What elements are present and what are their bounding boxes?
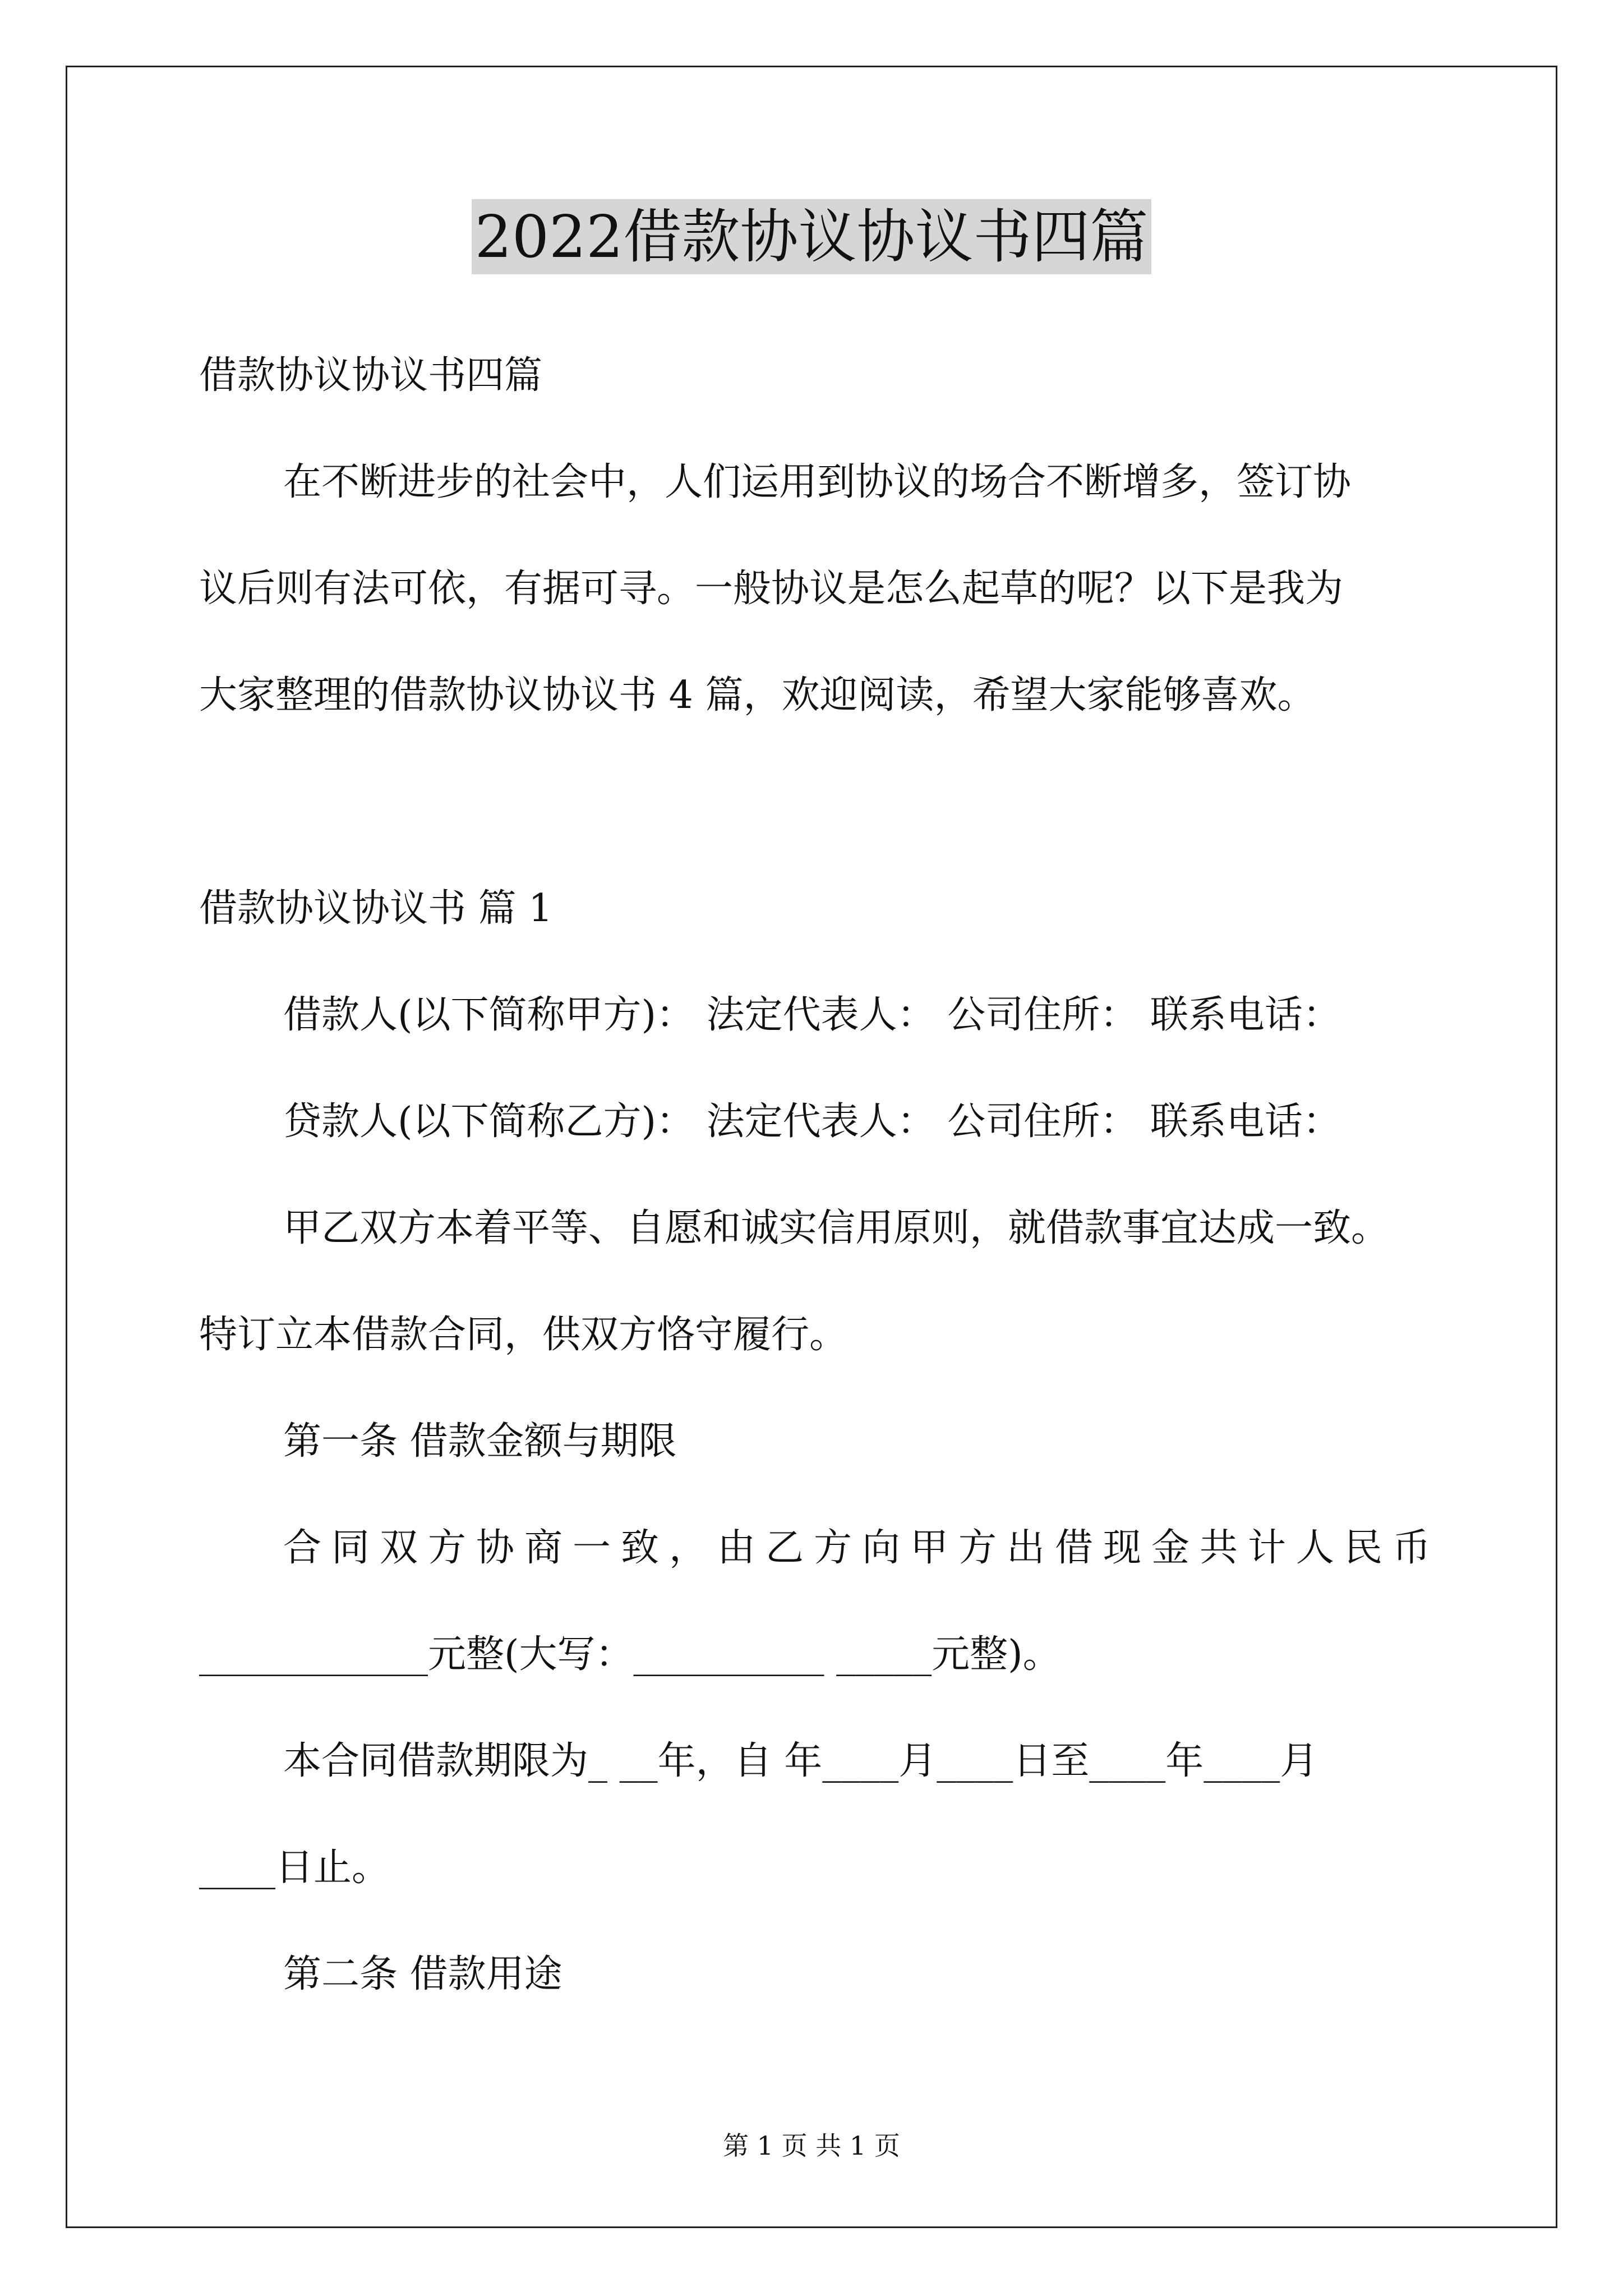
title-container (0, 199, 1623, 274)
article1-amount-line-1: 合同双方协商一致，由乙方向甲方出借现金共计人民币 (283, 1526, 1441, 1570)
page-footer: 第 1 页 共 1 页 (723, 2131, 900, 2161)
article1-heading: 第一条 借款金额与期限 (283, 1419, 677, 1464)
section-heading: 借款协议协议书 篇 1 (199, 886, 553, 931)
article2-heading: 第二条 借款用途 (283, 1952, 562, 1996)
document-title: 2022借款协议协议书四篇 (472, 199, 1152, 274)
article1-term-line-2: ____日止。 (199, 1846, 390, 1890)
document-subtitle: 借款协议协议书四篇 (199, 353, 543, 398)
principle-line-1: 甲乙双方本着平等、自愿和诚实信用原则，就借款事宜达成一致。 (283, 1206, 1390, 1250)
intro-line-1: 在不断进步的社会中，人们运用到协议的场合不断增多，签订协 (283, 460, 1352, 504)
intro-line-2: 议后则有法可依，有据可寻。一般协议是怎么起草的呢？以下是我为 (199, 567, 1344, 611)
principle-line-2: 特订立本借款合同，供双方恪守履行。 (199, 1313, 848, 1357)
intro-line-3: 大家整理的借款协议协议书 4 篇，欢迎阅读，希望大家能够喜欢。 (199, 673, 1316, 717)
borrower-line: 借款人(以下简称甲方)： 法定代表人： 公司住所： 联系电话： (283, 993, 1341, 1037)
article1-term-line-1: 本合同借款期限为_ __年，自 年____月____日至____年____月 (283, 1739, 1318, 1783)
lender-line: 贷款人(以下简称乙方)： 法定代表人： 公司住所： 联系电话： (283, 1099, 1341, 1144)
article1-amount-line-2: ____________元整(大写：__________ _____元整)。 (199, 1632, 1061, 1677)
